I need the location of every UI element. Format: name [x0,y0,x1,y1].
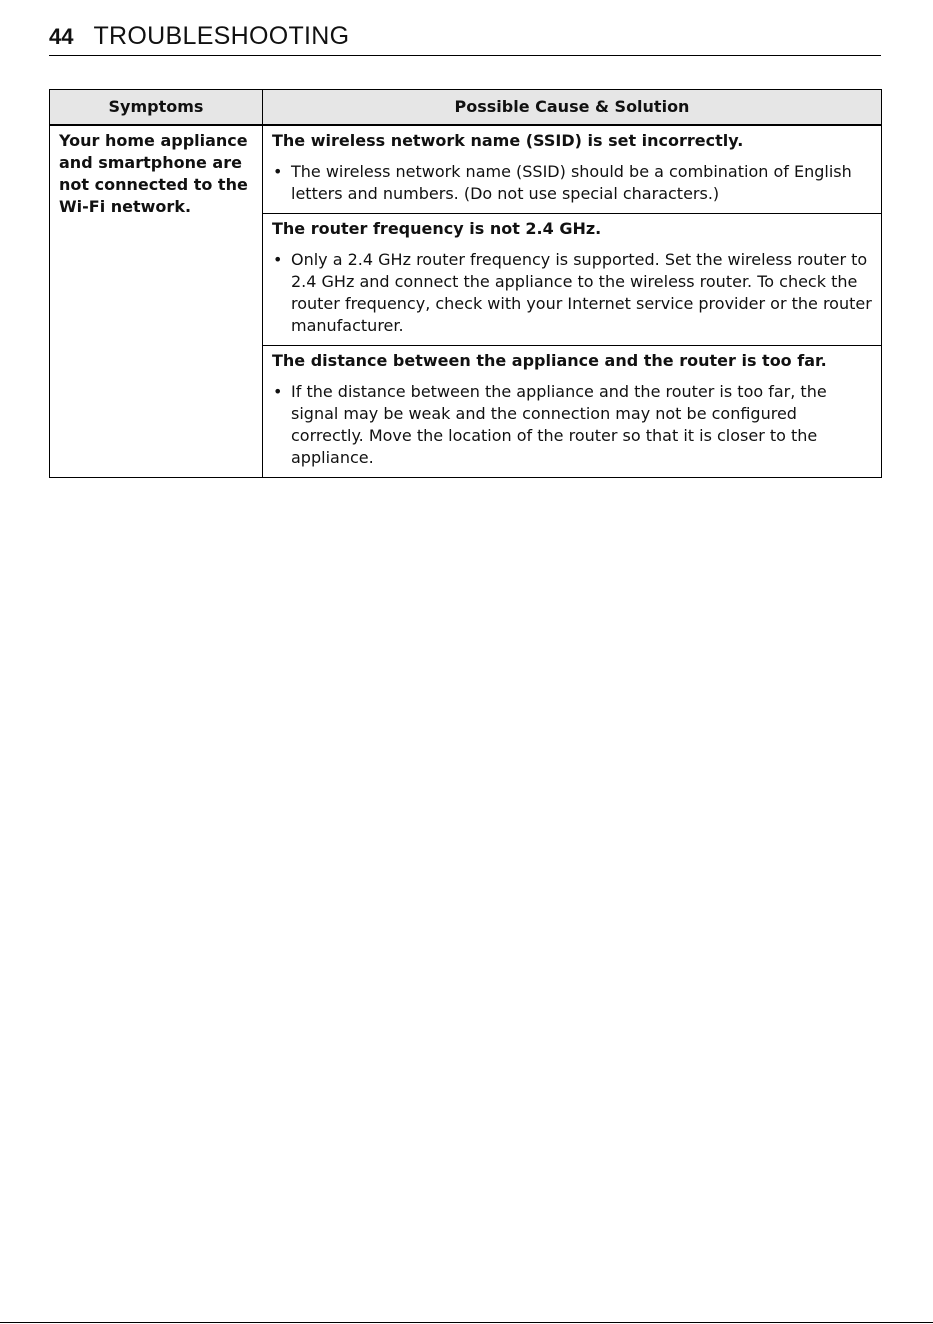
cause-cell [263,214,882,346]
table-header-row [50,90,882,126]
cause-title: The distance between the appliance and the router is too far. [272,351,827,370]
solution-item [272,381,873,469]
column-header-symptoms: Symptoms [50,90,263,126]
cause-cell [263,125,882,214]
solution-text: Only a 2.4 GHz router frequency is supported. Set the wireless router to 2.4 GHz and connect the appliance to the wireless router. To check the router frequency, check with your Internet service provider or the router manufacturer. [291,250,872,335]
page-title: TROUBLESHOOTING [93,22,350,50]
table-row [50,125,882,214]
troubleshooting-table [49,89,882,478]
page-header [49,18,881,56]
column-header-cause-solution: Possible Cause & Solution [263,90,882,126]
cause-title: The router frequency is not 2.4 GHz. [272,219,602,238]
bullet-icon: • [273,162,283,181]
cause-title: The wireless network name (SSID) is set incorrectly. [272,131,744,150]
page-number: 44 [49,23,74,49]
page-bottom-rule [0,1322,933,1323]
solution-text: The wireless network name (SSID) should be a combination of English letters and numbers. (Do not use special characters.) [291,162,852,203]
bullet-icon: • [273,250,283,269]
solution-text: If the distance between the appliance and the router is too far, the signal may be weak and the connection may not be configured correctly. Move the location of the router so that it is closer to the appliance. [291,382,827,467]
bullet-icon: • [273,382,283,401]
cause-cell [263,346,882,478]
solution-item [272,161,873,205]
symptom-cell: Your home appliance and smartphone are not connected to the Wi-Fi network. [50,125,263,478]
solution-item [272,249,873,337]
